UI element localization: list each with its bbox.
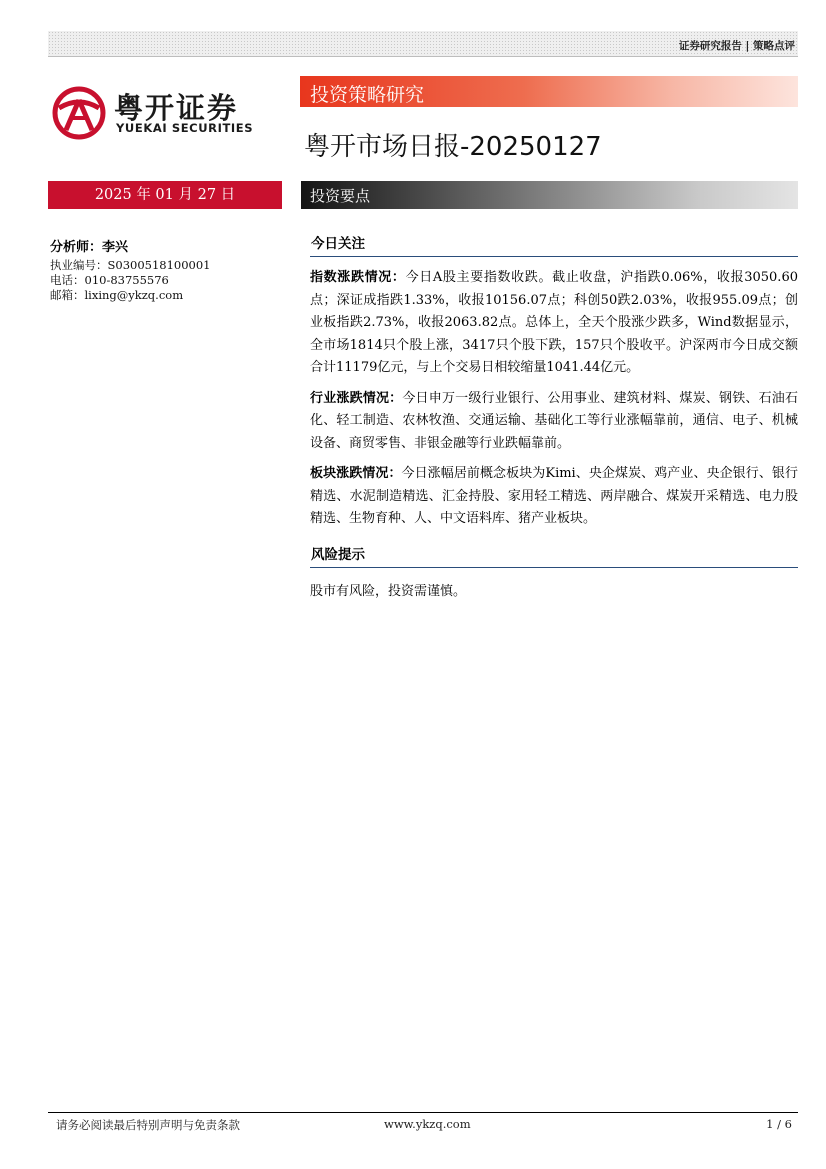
analyst-phone: 电话：010-83755576	[50, 273, 169, 287]
footer-website-link[interactable]: www.ykzq.com	[384, 1117, 471, 1131]
analyst-email[interactable]: 邮箱：lixing@ykzq.com	[50, 288, 184, 302]
keypoints-label: 投资要点	[310, 187, 371, 205]
sector-lead: 板块涨跌情况：	[310, 466, 402, 481]
today-heading: 今日关注	[310, 232, 798, 257]
section-banner	[300, 76, 798, 107]
section-label: 投资策略研究	[310, 84, 425, 106]
index-paragraph	[310, 267, 798, 380]
analyst-license: 执业编号：S0300518100001	[50, 258, 211, 272]
analyst-info	[50, 236, 211, 303]
date-banner	[48, 181, 282, 209]
risk-text: 股市有风险，投资需谨慎。	[310, 583, 467, 599]
logo-emblem-icon	[52, 86, 106, 140]
document-title: 粤开市场日报-20250127	[304, 132, 602, 162]
report-date: 2025 年 01 月 27 日	[94, 187, 236, 203]
main-content	[310, 232, 798, 603]
company-logo	[52, 86, 282, 140]
footer-disclaimer: 请务必阅读最后特别声明与免责条款	[56, 1118, 240, 1132]
sector-text: 今日涨幅居前概念板块为Kimi、央企煤炭、鸡产业、央企银行、银行精选、水泥制造精选、汇金持股、家用轻工精选、两岸融合、煤炭开采精选、电力股精选、生物育种、人、中文语料库、猪产业板块。	[310, 466, 798, 526]
industry-lead: 行业涨跌情况：	[310, 390, 403, 406]
brand-name-en: YUEKAI SECURITIES	[116, 121, 254, 135]
index-text: 今日A股主要指数收跌。截止收盘，沪指跌0.06%，收报3050.60点；深证成指跌1.33%，收报10156.07点；科创50跌2.03%，收报955.09点；创业板指跌2.73%，收报2063.82点。总体上，全天个股涨少跌多，Wind数据显示，全市场1814只个股上涨，3417只个股下跌，157只个股收平。沪深两市今日成交额合计11179亿元，与上个交易日相较缩量1041.44亿元。	[310, 270, 798, 375]
sector-paragraph	[310, 463, 798, 531]
risk-heading: 风险提示	[310, 543, 798, 568]
index-lead: 指数涨跌情况：	[310, 270, 406, 285]
report-type-label: 证券研究报告 | 策略点评	[678, 40, 795, 52]
keypoints-banner	[301, 181, 798, 209]
brand-name-cn: 粤开证券	[114, 91, 239, 125]
industry-text: 今日申万一级行业银行、公用事业、建筑材料、煤炭、钢铁、石油石化、轻工制造、农林牧渔、交通运输、基础化工等行业涨幅靠前，通信、电子、机械设备、商贸零售、非银金融等行业跌幅靠前。	[310, 390, 798, 451]
page-number: 1 / 6	[766, 1117, 792, 1131]
industry-paragraph	[310, 388, 798, 456]
header-strip	[48, 31, 798, 57]
analyst-name: 分析师：李兴	[50, 240, 129, 255]
page-footer	[48, 1112, 798, 1134]
